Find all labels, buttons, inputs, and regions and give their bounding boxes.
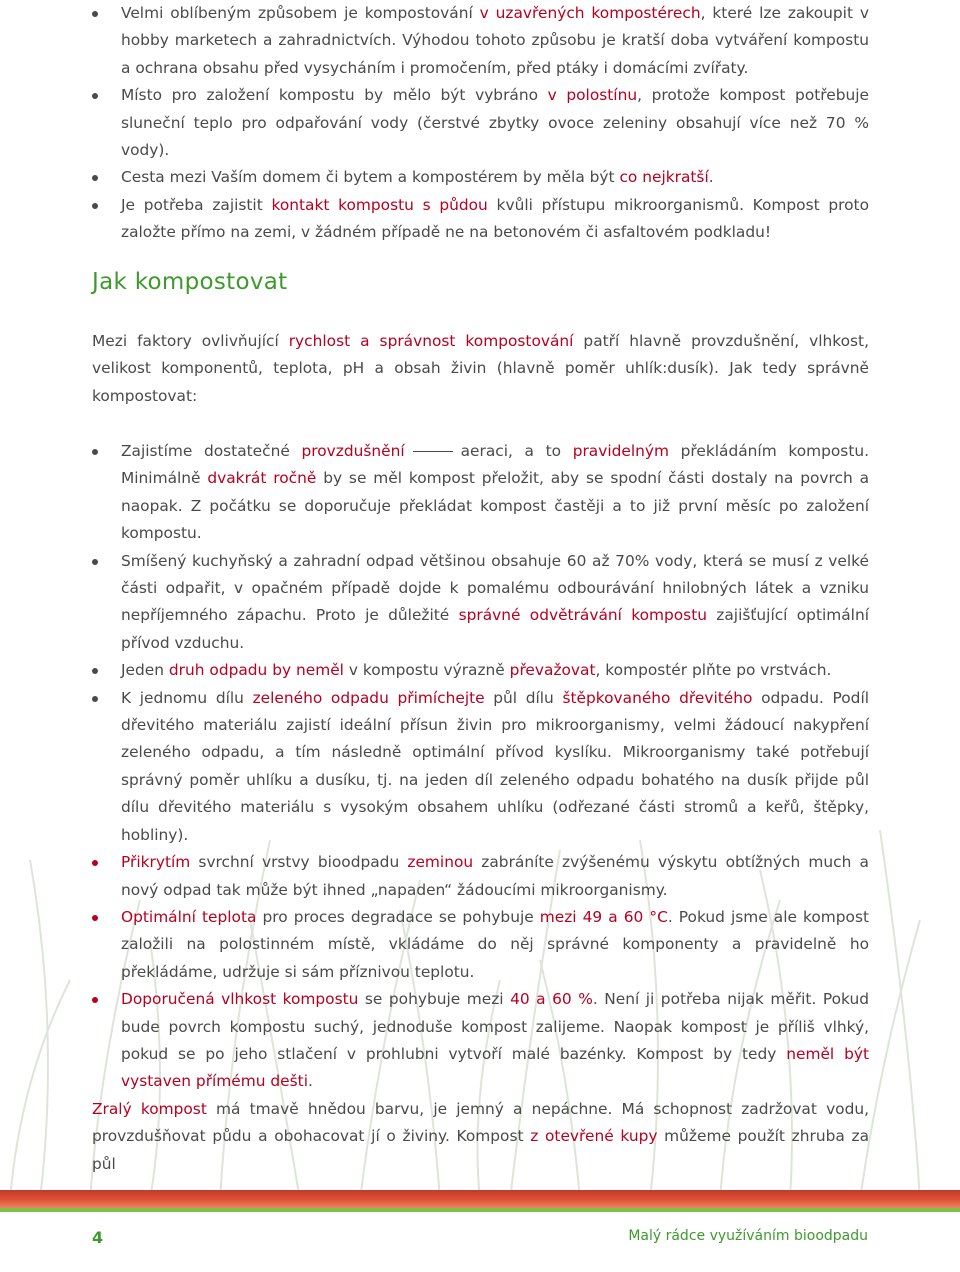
highlighted-text: Přikrytím xyxy=(121,853,191,872)
text-run: Zajistíme dostatečné xyxy=(121,442,302,460)
bullet-item xyxy=(92,0,869,82)
highlighted-text: dvakrát ročně xyxy=(207,469,317,488)
text-run: Jeden xyxy=(121,661,169,680)
text-run: svrchní vrstvy bioodpadu xyxy=(190,853,408,872)
footer-title: Malý rádce využíváním bioodpadu xyxy=(628,1228,868,1244)
highlighted-text: 40 a 60 % xyxy=(510,990,593,1009)
bullet-item xyxy=(92,685,869,849)
highlighted-text: v uzavřených kompostérech xyxy=(479,4,701,22)
highlighted-text: správné odvětrávání kompostu xyxy=(458,606,707,625)
bullet-item xyxy=(92,164,869,191)
highlighted-text: Zralý kompost xyxy=(92,1100,207,1118)
text-run: Smíšený kuchyňský a zahradní odpad většinou obsahuje 60 až 70% vody, která se musí z velké části odpařit, v opačném případě dojde k pomalému odbourávání hnilobných látek a vzniku nepříjemného zápachu. Proto je důležité xyxy=(121,551,869,625)
text-run: . xyxy=(708,168,714,187)
highlighted-text: převažovat xyxy=(509,661,596,680)
text-run: půl dílu xyxy=(484,688,563,707)
text-run: Velmi oblíbeným způsobem je kompostování xyxy=(121,4,480,22)
text-run: zajišťující optimální přívod vzduchu. xyxy=(121,606,869,652)
section-heading: Jak kompostovat xyxy=(92,269,288,295)
bullet-item xyxy=(92,192,869,247)
page-content xyxy=(92,0,870,1173)
highlighted-text: rychlost a správnost kompostování xyxy=(288,332,574,350)
top-bullet-list xyxy=(92,0,869,247)
text-run: , protože kompost potřebuje sluneční teplo pro odpařování vody (čerstvé zbytky ovoce zeleniny obsahují více než 70 % vody). xyxy=(121,86,870,160)
text-run: překládáním kompostu. Minimálně xyxy=(121,442,869,488)
text-run: , které lze zakoupit v hobby marketech a zahradnictvích. Výhodou tohoto způsobu je kratší doba vytváření kompostu a ochrana obsahu před vysycháním i promočením, před ptáky i domácími zvířaty. xyxy=(121,4,869,77)
text-run: můžeme použít zhruba za půl xyxy=(92,1127,869,1173)
bullet-item xyxy=(92,904,869,986)
text-run: by se měl kompost přeložit, aby se spodní části dostaly na povrch a naopak. Z počátku se doporučuje překládat kompost častěji a to již první měsíc po založení kompostu. xyxy=(121,469,870,543)
highlighted-text: provzdušnění xyxy=(301,442,405,460)
highlighted-text: v polostínu xyxy=(547,86,638,105)
bullet-item xyxy=(92,986,869,1096)
text-run: . xyxy=(307,1072,313,1091)
text-run: aeraci, a to xyxy=(460,442,573,460)
footer-green-stripe xyxy=(0,1208,960,1212)
highlighted-text: pravidelným xyxy=(572,442,669,460)
bullet-item xyxy=(92,849,869,904)
text-run: zabráníte zvýšenému výskytu obtížných much a nový odpad tak může být ihned „napaden“ žádoucími mikroorganismy. xyxy=(121,853,869,899)
text-run: Je potřeba zajistit xyxy=(121,195,272,214)
highlighted-text: Doporučená vlhkost kompostu xyxy=(121,990,359,1009)
text-run: patří hlavně provzdušnění, vlhkost, velikost komponentů, teplota, pH a obsah živin (hlavně poměr uhlík:dusík). Jak tedy správně kompostovat: xyxy=(92,332,869,405)
highlighted-text: zeleného odpadu přimíchejte xyxy=(252,688,485,707)
text-run: Cesta mezi Vaším domem či bytem a kompostérem by měla být xyxy=(121,168,620,187)
text-run: v kompostu výrazně xyxy=(343,661,510,680)
bullet-item xyxy=(92,548,869,658)
text-run: odpadu. Podíl dřevitého materiálu zajistí ideální přísun živin pro mikroorganismy, velmi žádoucí nakypření zeleného odpadu, a tím následně optimální přívod kyslíku. Mikroorganismy také potřebují správný poměr uhlíku a dusíku, tj. na jeden díl zeleného odpadu bohatého na dusík přijde půl dílu dřevitého materiálu s vysokým obsahem uhlíku (odřezané části stromů a keřů, štěpky, hobliny). xyxy=(121,688,869,844)
highlighted-text: štěpkovaného dřevitého xyxy=(562,688,753,707)
highlighted-text: z otevřené kupy xyxy=(530,1127,658,1146)
text-run: K jednomu dílu xyxy=(121,688,253,707)
text-run: Místo pro založení kompostu by mělo být vybráno xyxy=(121,86,548,105)
text-run: kvůli přístupu mikroorganismů. Kompost proto založte přímo na zemi, v žádném případě ne na betonovém či asfaltovém podkladu! xyxy=(121,195,869,242)
text-run: . Není ji potřeba nijak měřit. Pokud bude povrch kompostu suchý, jednoduše kompost zalijeme. Naopak kompost je příliš vlhký, pokud se po jeho stlačení v prohlubni vytvoří malé bazénky. Kompost by tedy xyxy=(121,990,869,1063)
main-bullet-list xyxy=(92,438,869,1096)
highlighted-text: kontakt kompostu s půdou xyxy=(271,195,488,214)
footer-color-bar xyxy=(0,1190,960,1212)
closing-paragraph xyxy=(92,1096,869,1178)
intro-paragraph xyxy=(92,328,869,410)
bullet-item xyxy=(92,438,869,548)
text-run: se pohybuje mezi xyxy=(358,990,511,1009)
highlighted-text: zeminou xyxy=(407,853,474,872)
page-number: 4 xyxy=(92,1228,104,1247)
text-run: pro proces degradace se pohybuje xyxy=(256,907,540,926)
bullet-item xyxy=(92,657,869,684)
text-run: , kompostér plňte po vrstvách. xyxy=(595,661,832,680)
highlighted-text: druh odpadu by neměl xyxy=(168,661,344,680)
text-run: Mezi faktory ovlivňující xyxy=(92,332,289,350)
em-dash xyxy=(413,451,453,452)
text-run: . Pokud jsme ale kompost založili na polostinném místě, vkládáme do něj správné komponenty a pravidelně ho překládáme, udržuje si sám příznivou teplotu. xyxy=(121,907,870,981)
text-run: má tmavě hnědou barvu, je jemný a nepáchne. Má schopnost zadržovat vodu, provzdušňovat půdu a obohacovat jí o živiny. Kompost xyxy=(92,1100,870,1146)
highlighted-text: mezi 49 a 60 °C xyxy=(539,907,668,926)
highlighted-text: Optimální teplota xyxy=(121,907,257,926)
highlighted-text: neměl být vystaven přímému dešti xyxy=(121,1044,870,1091)
bullet-item xyxy=(92,82,869,164)
highlighted-text: co nejkratší xyxy=(619,168,709,187)
